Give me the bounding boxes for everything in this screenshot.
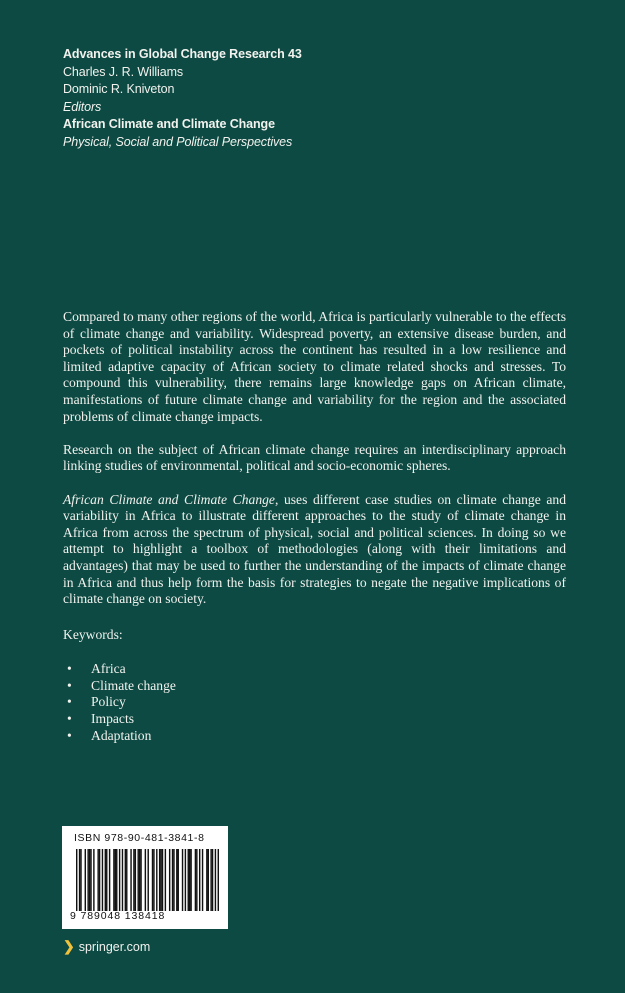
keyword-item	[63, 661, 176, 678]
editors-label: Editors	[63, 99, 102, 114]
keyword-item	[63, 694, 176, 711]
isbn-label: ISBN 978-90-481-3841-8	[74, 832, 205, 844]
blurb-paragraph	[63, 492, 566, 608]
series-title: Advances in Global Change Research 43	[63, 47, 302, 61]
keywords-list	[63, 661, 176, 745]
isbn-barcode-box	[62, 826, 228, 929]
bullet-icon: •	[67, 694, 72, 710]
editor-name: Dominic R. Kniveton	[63, 82, 175, 96]
book-title: African Climate and Climate Change	[63, 117, 275, 131]
blurb-paragraph: Compared to many other regions of the world, Africa is particularly vulnerable to the effects of climate change and variability. Widespread poverty, an extensive disease burden, and pockets of political instability across the continent has resulted in a low resilience and limited adaptive capacity of African society to climate related shocks and stresses. To compound this vulnerability, there remains large knowledge gaps on African climate, manifestations of future climate change and variability for the region and the associated problems of climate change impacts.	[63, 309, 566, 424]
blurb-paragraph: Research on the subject of African climate change requires an interdisciplinary approach linking studies of environmental, political and socio-economic spheres.	[63, 441, 566, 474]
blurb	[63, 309, 566, 624]
barcode-icon	[76, 849, 219, 911]
keyword-text: Adaptation	[91, 727, 152, 743]
publisher-link[interactable]	[63, 938, 150, 955]
paragraph-text: , uses different case studies on climate change and variability in Africa to illustrate different approaches to the study of climate change in Africa from across the spectrum of physical, social and political sciences. In doing so we attempt to highlight a toolbox of methodologies (along with their limitations and advantages) that may be used to further the understanding of the impacts of climate change in Africa and thus help form the basis for strategies to negate the negative implications of climate change on society.	[63, 491, 566, 607]
series-header	[63, 46, 302, 151]
keywords-section	[63, 627, 176, 745]
keyword-item	[63, 711, 176, 728]
editor-name: Charles J. R. Williams	[63, 64, 184, 79]
keyword-text: Climate change	[91, 677, 176, 693]
bullet-icon: •	[67, 677, 72, 693]
keyword-text: Impacts	[91, 711, 135, 727]
barcode-digits: 9 789048 138418	[70, 910, 166, 922]
keywords-label: Keywords:	[63, 627, 123, 642]
keyword-text: Africa	[91, 660, 126, 676]
bullet-icon: •	[67, 660, 72, 676]
keyword-text: Policy	[91, 694, 126, 710]
keyword-item	[63, 728, 176, 745]
bullet-icon: •	[67, 711, 72, 727]
keyword-item	[63, 678, 176, 695]
publisher-url: springer.com	[78, 939, 151, 954]
chevron-right-icon: ❯	[63, 938, 75, 954]
book-title-inline: African Climate and Climate Change	[63, 491, 275, 507]
book-subtitle: Physical, Social and Political Perspectives	[63, 134, 293, 149]
bullet-icon: •	[67, 727, 72, 743]
